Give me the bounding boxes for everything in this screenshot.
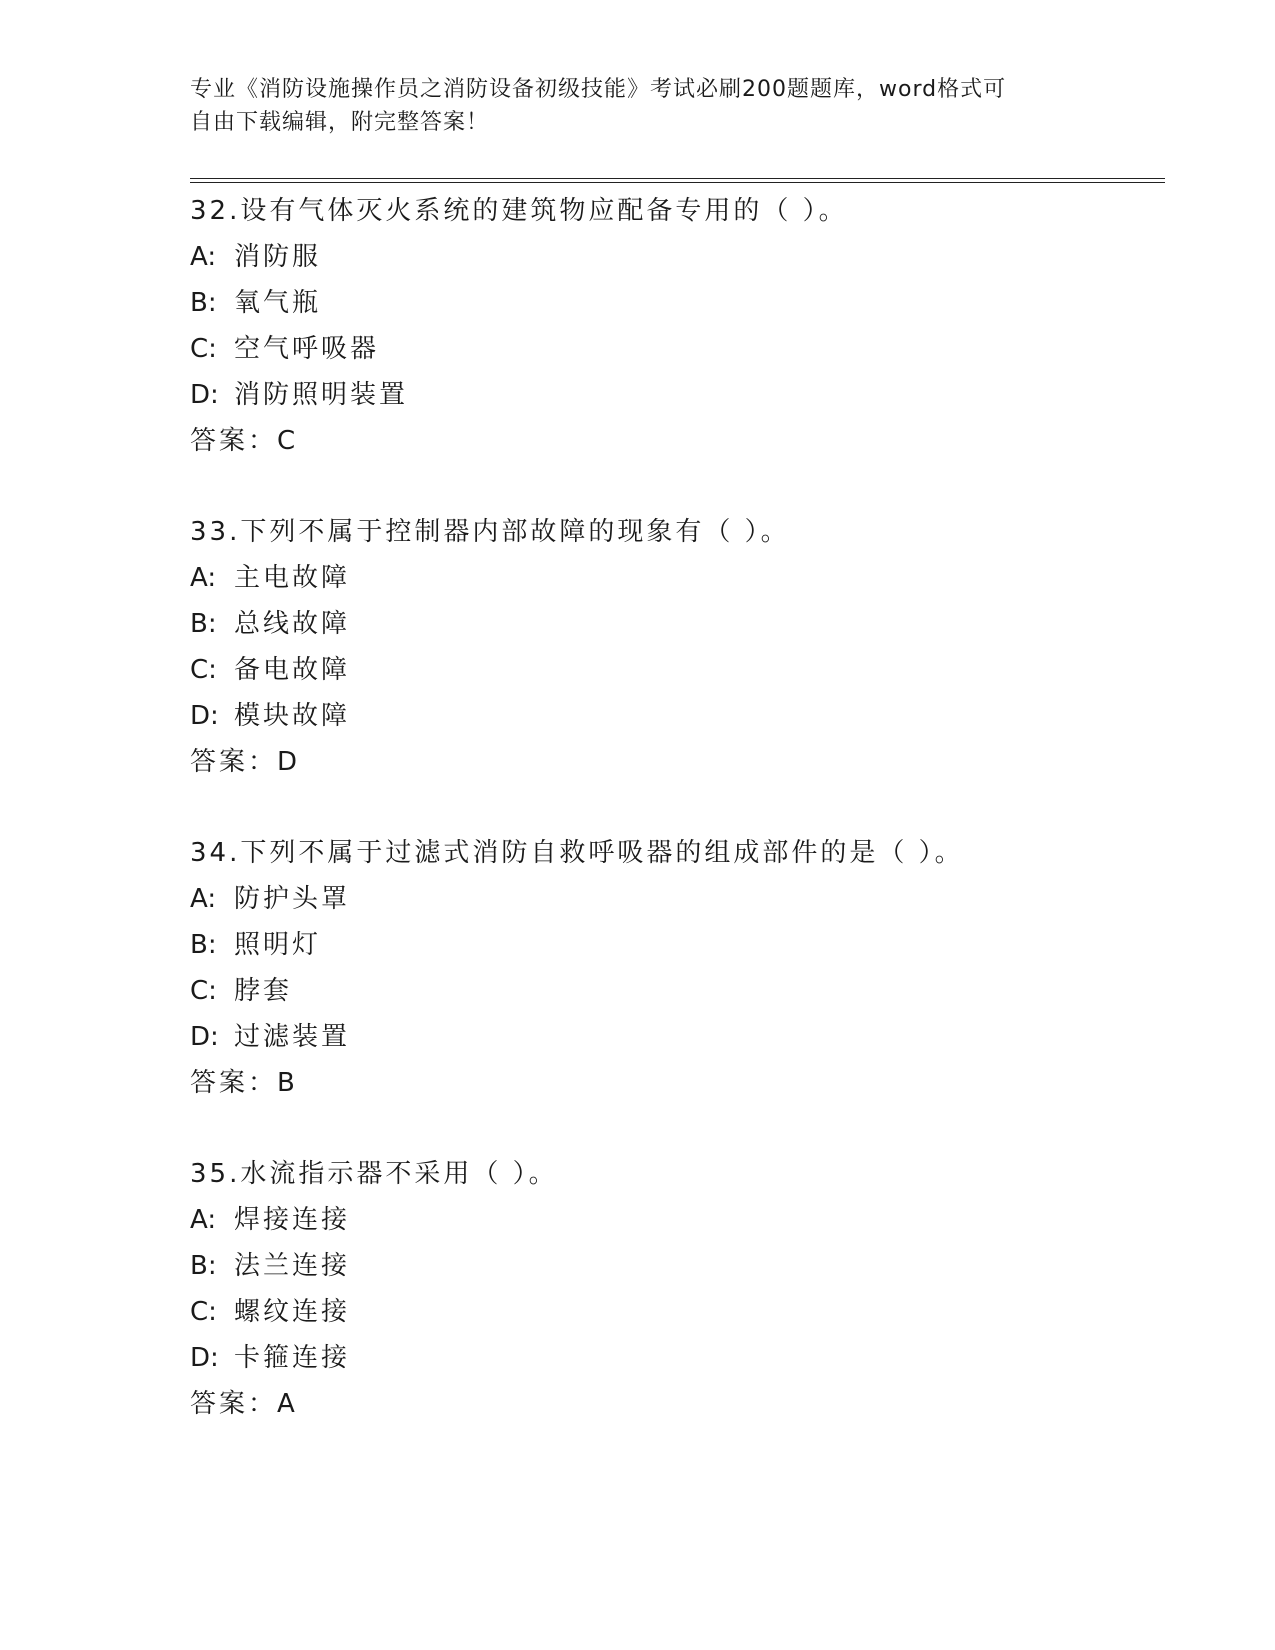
option-a	[190, 234, 1165, 280]
option-key: B:	[190, 288, 217, 318]
option-a	[190, 876, 1165, 922]
question-34	[190, 830, 1165, 1106]
option-key: D:	[190, 380, 219, 410]
option-key: C:	[190, 1297, 217, 1327]
option-text: 焊接连接	[234, 1205, 351, 1235]
answer-value: C	[277, 426, 296, 456]
option-key: B:	[190, 609, 217, 639]
answer-label: 答案：	[190, 1389, 278, 1419]
option-a	[190, 555, 1165, 601]
answer-label: 答案：	[190, 426, 278, 456]
option-key: B:	[190, 1251, 217, 1281]
question-list	[190, 188, 1165, 1472]
answer-value: B	[277, 1068, 295, 1098]
option-text: 防护头罩	[234, 884, 351, 914]
answer-line	[190, 1060, 1165, 1106]
document-header	[190, 73, 1070, 139]
option-b	[190, 922, 1165, 968]
option-d	[190, 1014, 1165, 1060]
option-key: A:	[190, 242, 217, 272]
header-line-2: 自由下载编辑，附完整答案！	[190, 110, 490, 135]
option-key: D:	[190, 1343, 219, 1373]
question-32	[190, 188, 1165, 464]
option-text: 备电故障	[234, 655, 351, 685]
option-d	[190, 693, 1165, 739]
option-text: 法兰连接	[234, 1251, 351, 1281]
option-b	[190, 280, 1165, 326]
option-key: D:	[190, 1022, 219, 1052]
option-b	[190, 601, 1165, 647]
answer-label: 答案：	[190, 1068, 278, 1098]
option-key: C:	[190, 334, 217, 364]
header-line-1: 专业《消防设施操作员之消防设备初级技能》考试必刷200题题库，word格式可	[190, 77, 1007, 102]
option-c	[190, 326, 1165, 372]
option-text: 消防照明装置	[234, 380, 409, 410]
question-stem: 33.下列不属于控制器内部故障的现象有（ ）。	[190, 517, 790, 547]
option-key: C:	[190, 976, 217, 1006]
answer-value: A	[277, 1389, 295, 1419]
option-key: A:	[190, 884, 217, 914]
answer-label: 答案：	[190, 747, 278, 777]
answer-value: D	[277, 747, 298, 777]
header-divider	[190, 178, 1165, 183]
option-text: 总线故障	[234, 609, 351, 639]
question-stem: 34.下列不属于过滤式消防自救呼吸器的组成部件的是（ ）。	[190, 838, 964, 868]
option-key: D:	[190, 701, 219, 731]
option-key: B:	[190, 930, 217, 960]
option-text: 螺纹连接	[234, 1297, 351, 1327]
option-text: 卡箍连接	[234, 1343, 351, 1373]
option-b	[190, 1243, 1165, 1289]
option-key: C:	[190, 655, 217, 685]
question-35	[190, 1151, 1165, 1427]
question-33	[190, 509, 1165, 785]
option-text: 主电故障	[234, 563, 351, 593]
option-c	[190, 1289, 1165, 1335]
answer-line	[190, 418, 1165, 464]
option-text: 氧气瓶	[234, 288, 322, 318]
option-d	[190, 1335, 1165, 1381]
question-stem: 35.水流指示器不采用（ ）。	[190, 1159, 558, 1189]
answer-line	[190, 1381, 1165, 1427]
option-text: 空气呼吸器	[234, 334, 380, 364]
answer-line	[190, 739, 1165, 785]
option-key: A:	[190, 1205, 217, 1235]
option-d	[190, 372, 1165, 418]
option-text: 消防服	[234, 242, 322, 272]
option-text: 过滤装置	[234, 1022, 351, 1052]
option-text: 脖套	[234, 976, 293, 1006]
option-text: 照明灯	[234, 930, 322, 960]
option-c	[190, 647, 1165, 693]
option-text: 模块故障	[234, 701, 351, 731]
question-stem: 32.设有气体灭火系统的建筑物应配备专用的（ ）。	[190, 196, 848, 226]
option-key: A:	[190, 563, 217, 593]
option-c	[190, 968, 1165, 1014]
option-a	[190, 1197, 1165, 1243]
